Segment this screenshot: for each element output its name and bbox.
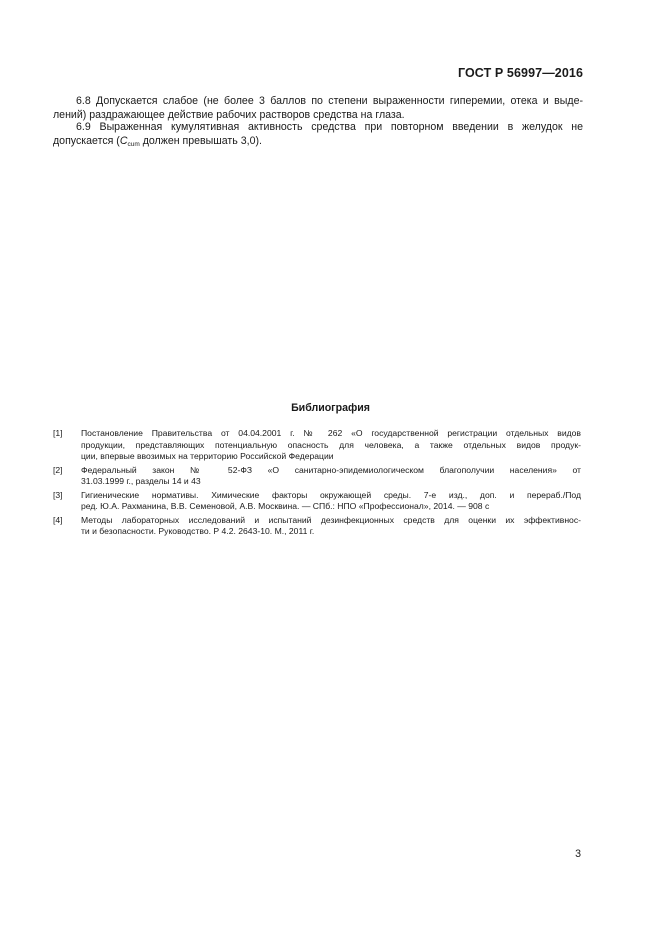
- paragraph-line: [53, 134, 583, 152]
- bibliography-item: [53, 465, 581, 488]
- bibliography-line: Федеральный закон № 52-ФЗ «О санитарно-эпидемиологическом благополучии населения» от: [81, 464, 581, 475]
- paragraph-line: 6.9 Выраженная кумулятивная активность средства при повторном введении в желудок не: [76, 121, 583, 133]
- bibliography-text: [81, 515, 581, 538]
- bibliography-number: [3]: [53, 489, 63, 500]
- bibliography-item: [53, 490, 581, 513]
- bibliography-text: [81, 428, 581, 463]
- bibliography-item: [53, 428, 581, 463]
- cumulation-subscript: cum: [127, 141, 140, 148]
- cumulation-coefficient-symbol: C: [119, 135, 128, 147]
- bibliography-line: ти и безопасности. Руководство. Р 4.2. 2643-10. М., 2011 г.: [81, 526, 315, 536]
- bibliography-line: 31.03.1999 г., разделы 14 и 43: [81, 476, 201, 486]
- bibliography-number: [2]: [53, 464, 63, 475]
- bibliography-line: ции, впервые ввозимых на территорию Российской Федерации: [81, 451, 334, 461]
- bibliography-text: [81, 465, 581, 488]
- bibliography-text: [81, 490, 581, 513]
- document-code: ГОСТ Р 56997—2016: [457, 66, 583, 80]
- paragraph-6-9: [53, 120, 583, 152]
- bibliography-number: [1]: [53, 428, 63, 438]
- paragraph-line: 6.8 Допускается слабое (не более 3 баллов по степени выраженности гиперемии, отека и выде-: [76, 95, 583, 107]
- bibliography-line: продукции, представляющих потенциальную опасность для человека, а также отдельных видов продук-: [81, 439, 581, 450]
- bibliography-line: Гигиенические нормативы. Химические факторы окружающей среды. 7-е изд., доп. и перераб./Под: [81, 489, 581, 500]
- bibliography-title: Библиография: [291, 402, 370, 414]
- bibliography-line: Методы лабораторных исследований и испытаний дезинфекционных средств для оценки их эффективнос-: [81, 514, 581, 525]
- bibliography-line: Постановление Правительства от 04.04.2001 г. № 262 «О государственной регистрации отдельных видов: [81, 428, 581, 438]
- paragraph-line: лений) раздражающее действие рабочих растворов средства на глаза.: [53, 109, 405, 121]
- text-fragment: должен превышать 3,0).: [139, 135, 262, 147]
- text-fragment: допускается (: [53, 135, 120, 147]
- bibliography-item: [53, 515, 581, 538]
- bibliography-number: [4]: [53, 514, 63, 525]
- paragraph-6-8: [53, 94, 583, 122]
- bibliography-line: ред. Ю.А. Рахманина, В.В. Семеновой, А.В. Москвина. — СПб.: НПО «Профессионал», 2014. — 908 с: [81, 501, 490, 511]
- page-number: 3: [575, 848, 581, 860]
- bibliography-list: [53, 428, 581, 540]
